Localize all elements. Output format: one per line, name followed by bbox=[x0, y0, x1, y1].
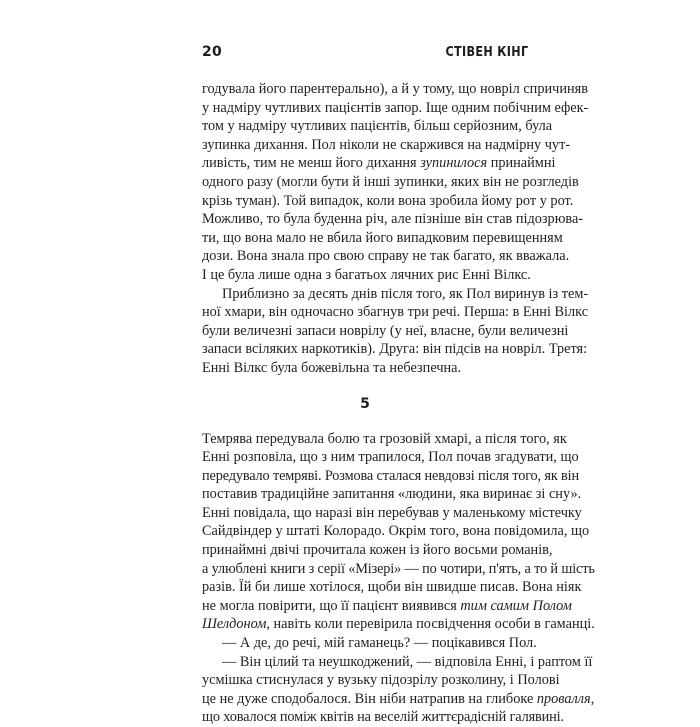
text-line: дози. Вона знала про свою справу не так багато, як вважала. bbox=[202, 248, 570, 265]
emphasis-text: зупинилося bbox=[420, 155, 488, 172]
text-line: запаси всіляких наркотиків). Друга: він підсів на новріл. Третя: bbox=[202, 341, 588, 358]
emphasis-text: провалля bbox=[536, 690, 591, 707]
paragraph-2 bbox=[202, 285, 589, 378]
text-line: — Він цілий та неушкоджений, — відповіла Енні, і раптом її bbox=[222, 653, 593, 670]
text-line: крізь туман). Той випадок, коли вона зробила йому рот у рот. bbox=[202, 192, 574, 209]
text-segment: , навіть коли перевірила посвідчення особи в гаманці. bbox=[266, 616, 595, 633]
text-line: Можливо, то була буденна річ, але пізніше він став підозрюва- bbox=[202, 211, 584, 228]
page-number: 20 bbox=[202, 44, 222, 60]
text-line: І це була лише одна з багатьох лячних рис Енні Вілкс. bbox=[202, 266, 531, 283]
paragraph-5 bbox=[202, 653, 595, 727]
text-line bbox=[202, 690, 595, 709]
text-line: — А де, до речі, мій гаманець? — поцікавився Пол. bbox=[222, 635, 537, 652]
paragraph-4 bbox=[202, 634, 537, 653]
emphasis-text: тим самим Полом bbox=[460, 597, 572, 614]
text-line bbox=[202, 597, 572, 616]
text-line: Енні Вілкс була божевільна та небезпечна. bbox=[202, 359, 462, 376]
text-line: були величезні запаси новрілу (у неї, власне, були величезні bbox=[202, 322, 569, 339]
text-line: Темрява передувала болю та грозовій хмарі, а після того, як bbox=[202, 430, 567, 447]
paragraph-3 bbox=[202, 430, 595, 635]
text-segment: ливість, тим не менш його дихання bbox=[202, 155, 421, 172]
text-line: Енні розповіла, що з ним трапилося, Пол почав згадувати, що bbox=[202, 449, 579, 466]
text-line: годувала його парентерально), а й у тому, що новріл спричиняв bbox=[202, 81, 588, 97]
text-line: разів. Їй би лише хотілося, щоби він швидше писав. Вона ніяк bbox=[202, 579, 582, 596]
text-line: а улюблені книги з серії «Мізері» — по чотири, п'ять, а то й шість bbox=[202, 560, 595, 577]
text-segment: , bbox=[590, 690, 595, 707]
running-head-author: СТІВЕН КІНГ bbox=[445, 45, 528, 60]
text-line: том у надміру чутливих пацієнтів, більш серйозним, була bbox=[202, 118, 553, 135]
text-line: Сайдвіндер у штаті Колорадо. Окрім того, вона повідомила, що bbox=[202, 523, 590, 540]
emphasis-text: Шелдоном bbox=[202, 616, 267, 633]
text-segment: це не дуже сподобалося. Він ніби натрапив на глибоке bbox=[202, 690, 537, 707]
text-line: зупинка дихання. Пол ніколи не скаржився на надмірну чут- bbox=[202, 136, 571, 153]
text-line: ної хмари, він одночасно збагнув три речі. Перша: в Енні Вілкс bbox=[202, 304, 589, 321]
body-text bbox=[202, 80, 595, 727]
text-line: передувало темряві. Розмова сталася невдовзі після того, як він bbox=[202, 467, 579, 484]
text-line: ти, що вона мало не вбила його випадковим перевищенням bbox=[202, 229, 563, 246]
text-line: поставив традиційне запитання «людини, яка виринає зі сну». bbox=[202, 486, 582, 503]
text-segment: принаймні bbox=[487, 155, 556, 172]
text-segment: не могла повірити, що її пацієнт виявився bbox=[202, 597, 461, 614]
text-line: Енні повідала, що наразі він перебував у маленькому містечку bbox=[202, 504, 582, 521]
text-line: усмішка стиснулася у вузьку підозрілу розколину, і Полові bbox=[202, 672, 560, 689]
running-head bbox=[202, 44, 528, 62]
text-line: Приблизно за десять днів після того, як Пол виринув із тем- bbox=[222, 285, 589, 302]
text-line: одного разу (могли бути й інші зупинки, яких він не розгледів bbox=[202, 173, 579, 190]
paragraph-1 bbox=[202, 80, 589, 285]
text-line: що ховалося поміж квітів на веселій життєрадісній галявині. bbox=[202, 709, 564, 726]
text-line bbox=[202, 154, 556, 173]
text-line: принаймні двічі прочитала кожен із його восьми романів, bbox=[202, 542, 553, 559]
text-line: у надміру чутливих пацієнтів запор. Іще одним побічним ефек- bbox=[202, 99, 589, 116]
section-number: 5 bbox=[360, 395, 370, 412]
text-line bbox=[202, 615, 595, 634]
